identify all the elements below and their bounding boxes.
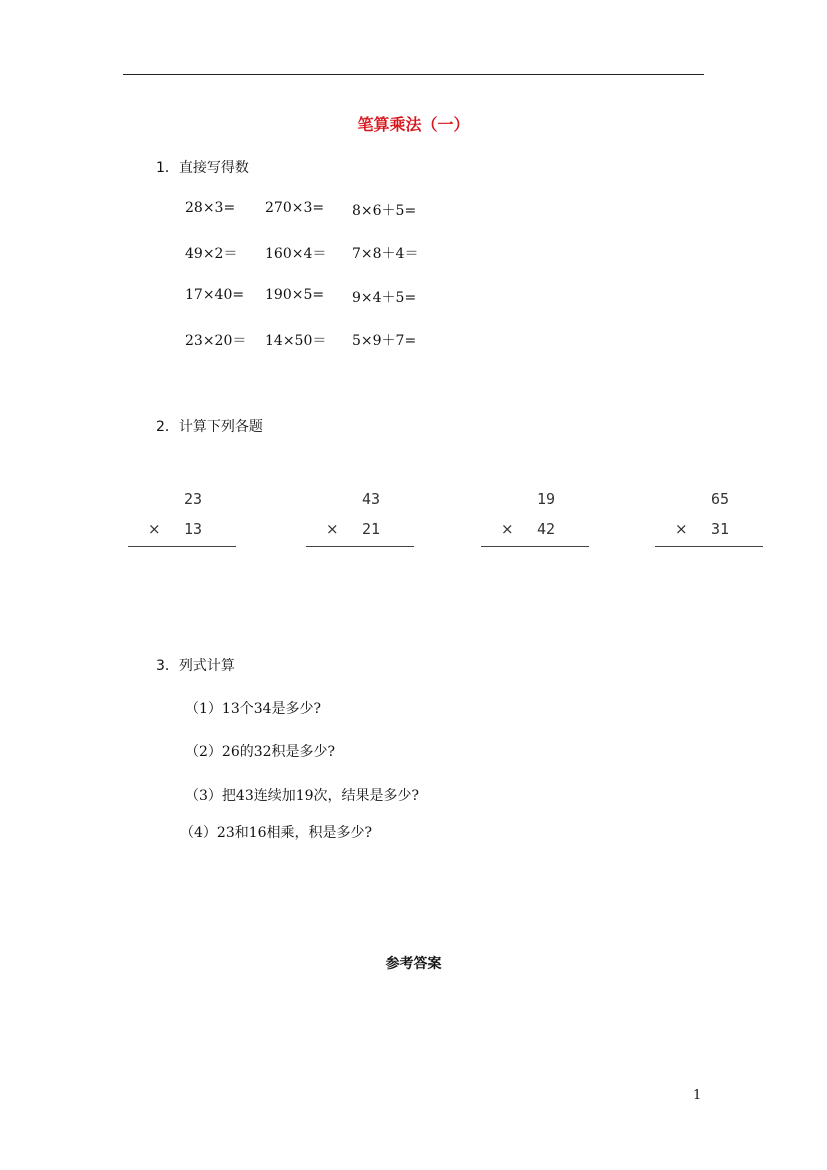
multiplier: 21 [361,520,380,538]
multiplicand: 19 [536,490,555,508]
oral-problem: 28×3= [185,200,236,216]
oral-problem: 5×9＋7= [352,333,417,349]
word-problem: （2）26的32积是多少? [185,744,336,760]
answer-line [306,546,414,547]
oral-problem: 7×8＋4＝ [352,246,419,262]
answer-line [481,546,589,547]
vertical-multiplication [481,490,589,552]
oral-problem: 17×40= [185,287,245,303]
times-sign: × [148,520,161,538]
oral-problem: 160×4＝ [265,246,327,262]
oral-problem: 14×50＝ [265,333,327,349]
oral-problem: 8×6＋5= [352,203,417,219]
answer-line [655,546,763,547]
page-number: 1 [693,1088,702,1103]
vertical-multiplication [128,490,236,552]
vertical-multiplication [306,490,414,552]
word-problem: （1）13个34是多少? [185,701,322,717]
multiplier: 31 [710,520,729,538]
header-rule [123,74,704,75]
page-title: 笔算乘法（一） [357,115,470,134]
multiplicand: 65 [710,490,729,508]
multiplicand: 43 [361,490,380,508]
answer-line [128,546,236,547]
oral-problem: 49×2＝ [185,246,238,262]
times-sign: × [501,520,514,538]
answer-heading: 参考答案 [385,956,442,972]
section-1-heading: 1．直接写得数 [156,160,249,176]
times-sign: × [326,520,339,538]
oral-problem: 9×4＋5= [352,290,417,306]
oral-problem: 23×20＝ [185,333,247,349]
section-3-heading: 3．列式计算 [156,658,235,674]
multiplier: 42 [536,520,555,538]
word-problem: （4）23和16相乘，积是多少? [180,825,373,841]
oral-problem: 270×3= [265,200,325,216]
multiplicand: 23 [183,490,202,508]
oral-problem: 190×5= [265,287,325,303]
word-problem: （3）把43连续加19次，结果是多少? [185,788,420,804]
times-sign: × [675,520,688,538]
section-2-heading: 2．计算下列各题 [156,419,263,435]
multiplier: 13 [183,520,202,538]
vertical-multiplication [655,490,763,552]
